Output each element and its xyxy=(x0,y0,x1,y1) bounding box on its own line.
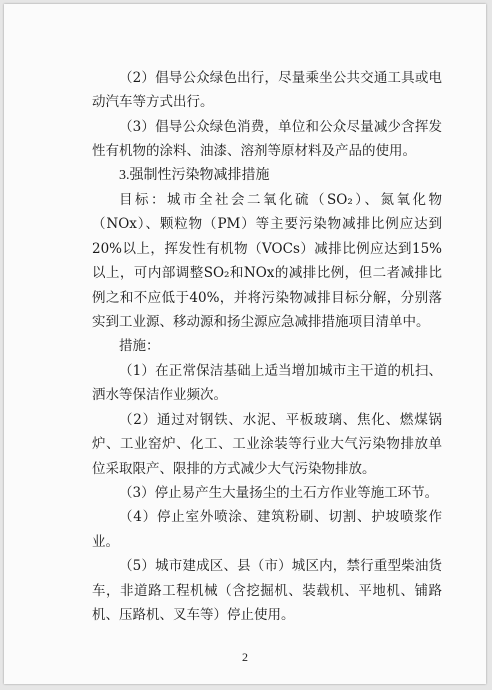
paragraph-green-travel: （2）倡导公众绿色出行，尽量乘坐公共交通工具或电动汽车等方式出行。 xyxy=(92,70,442,111)
page-number: 2 xyxy=(242,650,248,664)
section-heading-mandatory-measures: 3.强制性污染物减排措施 xyxy=(119,167,270,183)
paragraph-measure-2: （2）通过对钢铁、水泥、平板玻璃、焦化、燃煤锅炉、工业窑炉、化工、工业涂装等行业大气污染物排放单位采取限产、限排的方式减少大气污染物排放。 xyxy=(92,411,442,477)
paragraph-measure-3: （3）停止易产生大量扬尘的土石方作业等施工环节。 xyxy=(119,484,439,501)
document-body xyxy=(92,66,442,627)
paragraph-targets: 目标：城市全社会二氧化硫（SO₂）、氮氧化物（NOx）、颗粒物（PM）等主要污染物减排比例应达到20%以上，挥发性有机物（VOCs）减排比例应达到15%以上，可内部调整SO₂和NOx的减排比例，但二者减排比例之和不应低于40%，并将污染物减排目标分解，分别落实到工业源、移动源和扬尘源应急减排措施项目清单中。 xyxy=(92,192,442,331)
document-page xyxy=(4,4,486,684)
paragraph-measure-1: （1）在正常保洁基础上适当增加城市主干道的机扫、洒水等保洁作业频次。 xyxy=(92,362,442,404)
paragraph-measure-4: （4）停止室外喷涂、建筑粉刷、切割、护坡喷浆作业。 xyxy=(92,509,442,550)
paragraph-measure-5: （5）城市建成区、县（市）城区内，禁行重型柴油货车，非道路工程机械（含挖掘机、装载机、平地机、铺路机、压路机、叉车等）停止使用。 xyxy=(92,558,442,623)
paragraph-measures-label: 措施： xyxy=(119,338,160,355)
paragraph-green-consumption: （3）倡导公众绿色消费，单位和公众尽量减少含挥发性有机物的涂料、油漆、溶剂等原材料及产品的使用。 xyxy=(92,118,442,160)
